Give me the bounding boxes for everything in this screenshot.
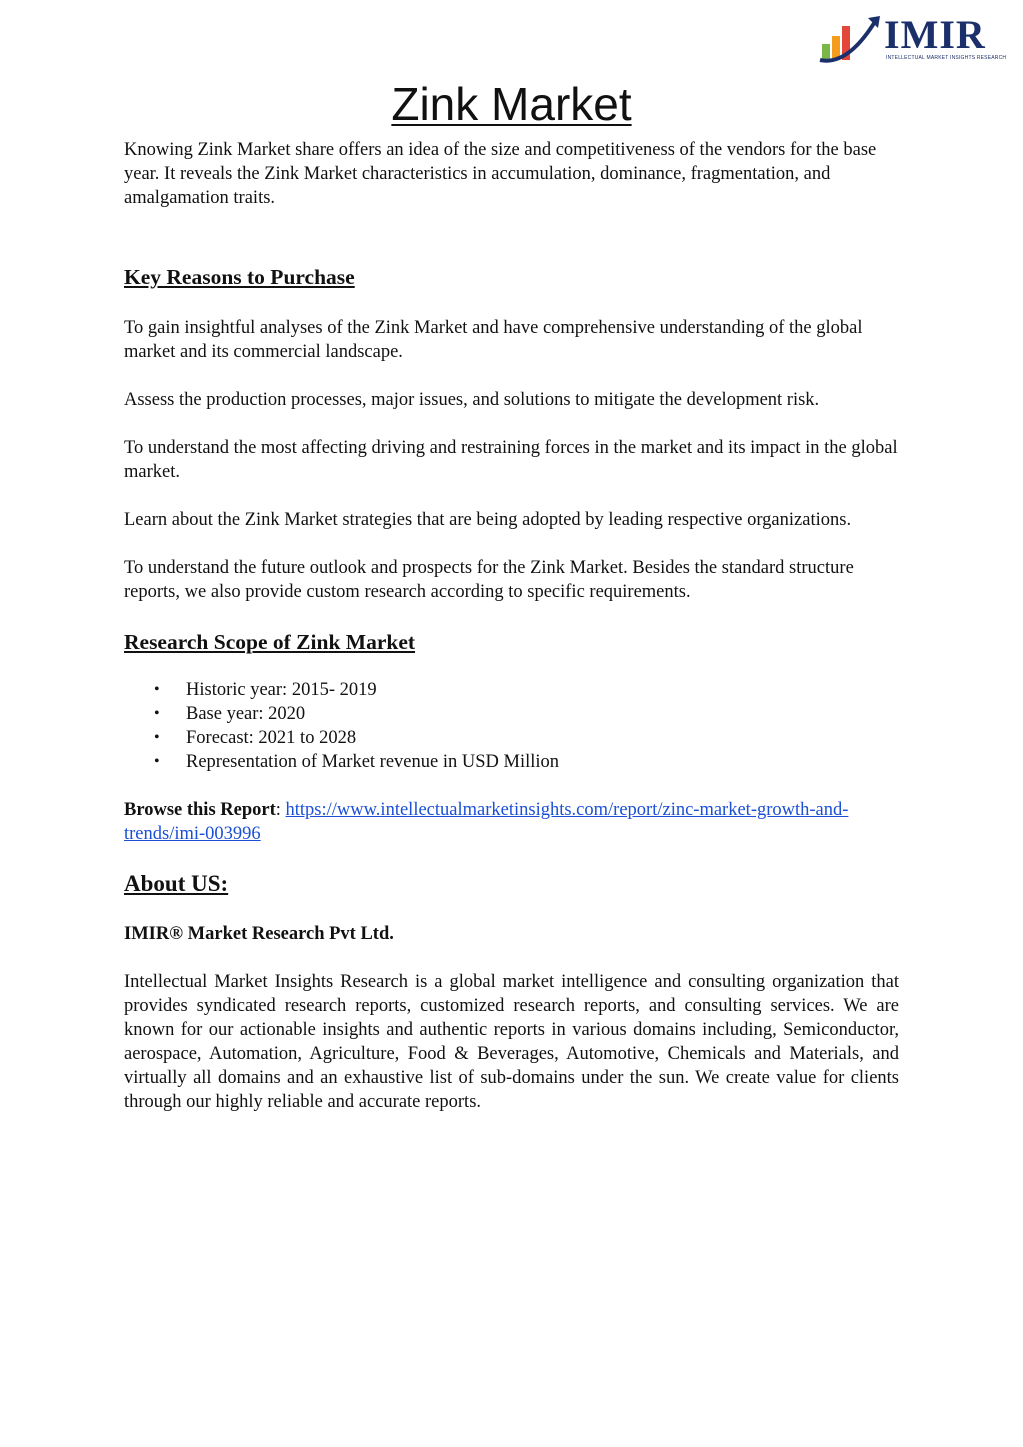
reason-paragraph: To gain insightful analyses of the Zink Market and have comprehensive understanding of the global market and its commercial landscape. — [124, 318, 863, 362]
list-item: • Representation of Market revenue in USD Million — [124, 750, 899, 774]
reason-paragraph: Assess the production processes, major issues, and solutions to mitigate the development risk. — [124, 390, 820, 410]
list-item: • Historic year: 2015- 2019 — [124, 678, 899, 702]
company-name — [124, 922, 899, 946]
reason-paragraph: To understand the most affecting driving and restraining forces in the market and its impact in the global market. — [124, 438, 898, 482]
browse-separator: : — [275, 800, 281, 820]
company-name-text: IMIR® Market Research Pvt Ltd. — [124, 924, 394, 944]
browse-report-line — [124, 798, 899, 846]
report-link[interactable]: https://www.intellectualmarketinsights.com/report/zinc-market-growth-and-trends/imi-003996 — [124, 800, 849, 844]
reason-paragraph: To understand the future outlook and prospects for the Zink Market. Besides the standard structure reports, we also provide custom research according to specific requirements. — [124, 558, 854, 602]
research-scope-list — [124, 678, 899, 774]
page-title: Zink Market — [391, 78, 632, 130]
imir-logo — [818, 12, 1007, 66]
logo-tagline: INTELLECTUAL MARKET INSIGHTS RESEARCH — [886, 55, 1007, 61]
list-item: • Forecast: 2021 to 2028 — [124, 726, 899, 750]
logo-wordmark: IMIR — [884, 12, 986, 57]
document-body — [124, 138, 899, 1114]
key-reasons-heading: Key Reasons to Purchase — [124, 265, 355, 289]
research-scope-heading: Research Scope of Zink Market — [124, 630, 416, 654]
intro-paragraph: Knowing Zink Market share offers an idea of the size and competitiveness of the vendors for the base year. It reveals the Zink Market characteristics in accumulation, dominance, fragmentation, and amalgamation traits. — [124, 140, 877, 208]
about-paragraph: Intellectual Market Insights Research is a global market intelligence and consulting organization that provides syndicated research reports, customized research reports, and consulting services. We are known for our actionable insights and authentic reports in various domains including, Semiconductor, aerospace, Automation, Agriculture, Food & Beverages, Automotive, Chemicals and Materials, and virtually all domains and an exhaustive list of sub-domains under the sun. We create value for clients through our highly reliable and accurate reports. — [124, 972, 899, 1112]
browse-label: Browse this Report — [124, 800, 276, 820]
bar-chart-logo-icon — [818, 14, 882, 66]
about-heading: About US: — [124, 871, 229, 896]
list-item: • Base year: 2020 — [124, 702, 899, 726]
reason-paragraph: Learn about the Zink Market strategies that are being adopted by leading respective organizations. — [124, 510, 852, 530]
